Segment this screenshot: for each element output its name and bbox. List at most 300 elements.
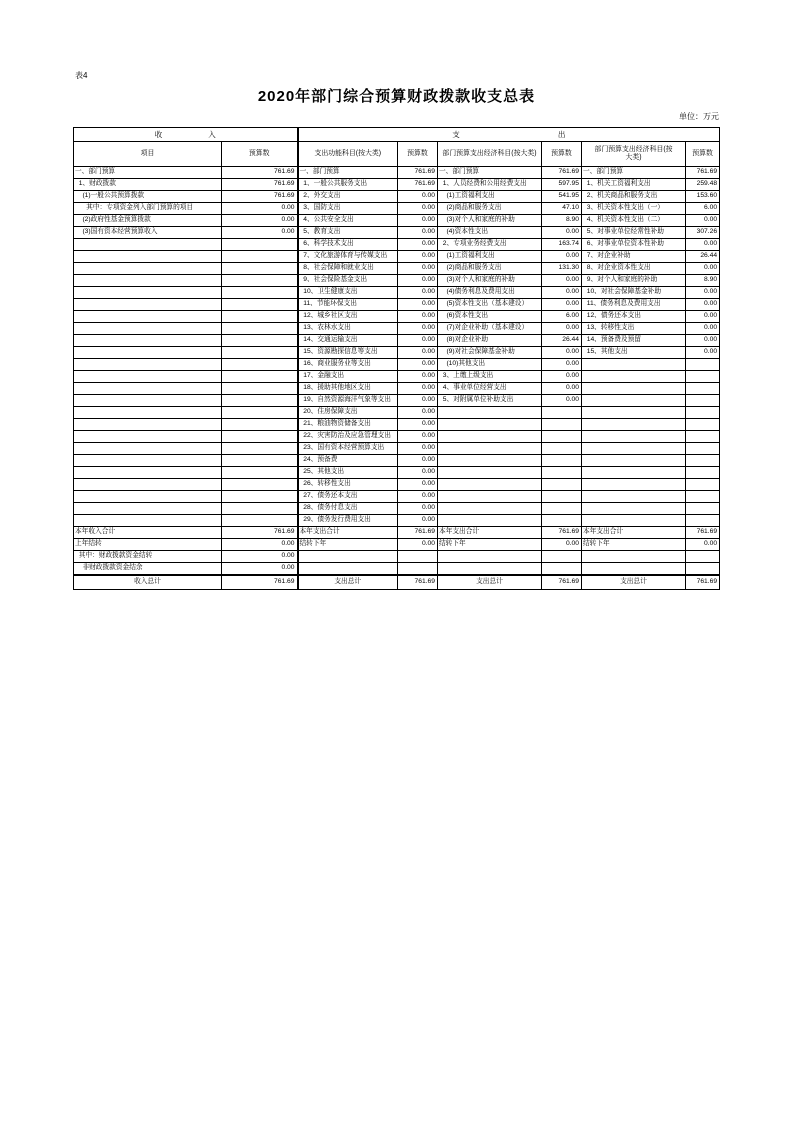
column-header: 支出功能科目(按大类) [298,142,398,167]
value-cell [398,551,438,563]
value-cell [222,335,298,347]
table-row [74,275,720,287]
label-cell [74,347,222,359]
label-cell: 1、人员经费和公用经费支出 [438,179,542,191]
value-cell: 26.44 [542,335,582,347]
value-cell [686,431,720,443]
label-cell: 4、事业单位经营支出 [438,383,542,395]
value-cell: 47.10 [542,203,582,215]
label-cell [582,431,686,443]
table-row [74,263,720,275]
value-cell: 0.00 [542,383,582,395]
table-body [74,167,720,590]
label-cell: 24、预备费 [298,455,398,467]
label-cell: 其中：财政拨款资金结转 [74,551,222,563]
value-cell [686,395,720,407]
value-cell [222,479,298,491]
value-cell: 0.00 [686,323,720,335]
label-cell [438,491,542,503]
value-cell: 0.00 [398,395,438,407]
value-cell: 761.69 [398,527,438,539]
grand-total-row [74,575,720,590]
value-cell: 0.00 [542,287,582,299]
value-cell: 0.00 [398,299,438,311]
value-cell [686,551,720,563]
value-cell: 761.69 [542,167,582,179]
label-cell: 收入总计 [74,575,222,590]
value-cell [222,287,298,299]
expenditure-section-header: 支 出 [298,128,720,142]
value-cell [542,479,582,491]
value-cell: 0.00 [398,407,438,419]
label-cell: 非财政拨款资金结余 [74,563,222,576]
value-cell: 0.00 [398,359,438,371]
value-cell [222,431,298,443]
label-cell [438,431,542,443]
table-row [74,323,720,335]
value-cell [222,299,298,311]
label-cell [582,359,686,371]
value-cell [222,347,298,359]
value-cell: 761.69 [222,167,298,179]
value-cell: 0.00 [542,275,582,287]
table-row [74,239,720,251]
label-cell: 26、转移性支出 [298,479,398,491]
label-cell: 14、交通运输支出 [298,335,398,347]
label-cell [74,407,222,419]
label-cell [582,395,686,407]
value-cell: 0.00 [686,239,720,251]
label-cell: 22、灾害防治及应急管理支出 [298,431,398,443]
label-cell: 8、社会保障和就业支出 [298,263,398,275]
table-row [74,191,720,203]
value-cell [542,551,582,563]
label-cell: 9、对个人和家庭的补助 [582,275,686,287]
value-cell: 0.00 [686,215,720,227]
label-cell [74,263,222,275]
label-cell: 支出总计 [582,575,686,590]
label-cell: (9)对社会保障基金补助 [438,347,542,359]
label-cell: (2)政府性基金预算拨款 [74,215,222,227]
label-cell: 一、部门预算 [438,167,542,179]
value-cell: 0.00 [686,335,720,347]
label-cell: 5、对事业单位经常性补助 [582,227,686,239]
label-cell: 一、部门预算 [298,167,398,179]
table-row [74,395,720,407]
column-header: 部门预算支出经济科目(按大类) [438,142,542,167]
label-cell: 9、社会保险基金支出 [298,275,398,287]
value-cell: 0.00 [542,395,582,407]
table-row [74,179,720,191]
table-row [74,287,720,299]
value-cell: 0.00 [398,227,438,239]
label-cell: 5、对附属单位补助支出 [438,395,542,407]
label-cell: (1)工资福利支出 [438,251,542,263]
label-cell [582,419,686,431]
value-cell: 761.69 [686,575,720,590]
table-row [74,227,720,239]
value-cell: 0.00 [222,539,298,551]
label-cell: (3)对个人和家庭的补助 [438,275,542,287]
label-cell [74,395,222,407]
value-cell [686,419,720,431]
column-header: 项目 [74,142,222,167]
label-cell: 19、自然资源海洋气象等支出 [298,395,398,407]
value-cell: 0.00 [686,287,720,299]
value-cell: 0.00 [222,227,298,239]
value-cell: 163.74 [542,239,582,251]
table-row [74,335,720,347]
label-cell: (4)资本性支出 [438,227,542,239]
label-cell [74,311,222,323]
label-cell [438,515,542,527]
label-cell: 结转下年 [298,539,398,551]
label-cell: 支出总计 [298,575,398,590]
label-cell: 4、公共安全支出 [298,215,398,227]
value-cell: 0.00 [398,479,438,491]
value-cell [222,275,298,287]
table-row [74,215,720,227]
label-cell [74,299,222,311]
value-cell [542,467,582,479]
value-cell: 0.00 [542,539,582,551]
value-cell [542,443,582,455]
label-cell: 16、商业服务业等支出 [298,359,398,371]
table-number: 表4 [75,71,88,80]
value-cell: 153.60 [686,191,720,203]
label-cell: 25、其他支出 [298,467,398,479]
value-cell [686,503,720,515]
value-cell: 259.48 [686,179,720,191]
value-cell: 0.00 [686,299,720,311]
table-row [74,527,720,539]
value-cell: 0.00 [222,203,298,215]
value-cell [686,359,720,371]
label-cell: 1、财政拨款 [74,179,222,191]
value-cell: 0.00 [542,347,582,359]
value-cell [222,503,298,515]
column-header-text: 部门预算支出经济科目(按大类) [594,145,673,161]
value-cell [222,455,298,467]
column-header-row [74,142,720,167]
table-row [74,167,720,179]
label-cell: 3、上缴上级支出 [438,371,542,383]
label-cell: 支出总计 [438,575,542,590]
value-cell: 0.00 [222,563,298,576]
value-cell: 597.95 [542,179,582,191]
value-cell: 761.69 [686,527,720,539]
label-cell [74,431,222,443]
value-cell [222,311,298,323]
label-cell: (7)对企业补助（基本建设） [438,323,542,335]
table-row [74,539,720,551]
value-cell: 761.69 [222,575,298,590]
label-cell: 10、卫生健康支出 [298,287,398,299]
budget-table [73,127,720,590]
table-row [74,371,720,383]
label-cell [74,479,222,491]
value-cell: 761.69 [222,179,298,191]
value-cell: 0.00 [398,335,438,347]
label-cell: (6)资本性支出 [438,311,542,323]
label-cell: 29、债务发行费用支出 [298,515,398,527]
value-cell: 761.69 [398,575,438,590]
table-row [74,203,720,215]
value-cell [542,455,582,467]
label-cell: 18、援助其他地区支出 [298,383,398,395]
label-cell: (10)其他支出 [438,359,542,371]
value-cell [686,455,720,467]
value-cell: 0.00 [398,443,438,455]
label-cell [74,515,222,527]
label-cell: 上年结转 [74,539,222,551]
value-cell: 0.00 [542,359,582,371]
label-cell: (2)商品和服务支出 [438,263,542,275]
label-cell [74,359,222,371]
value-cell: 0.00 [542,371,582,383]
table-row [74,419,720,431]
value-cell: 8.90 [542,215,582,227]
value-cell [686,443,720,455]
value-cell [222,467,298,479]
table-row [74,515,720,527]
value-cell [222,251,298,263]
label-cell: 28、债务付息支出 [298,503,398,515]
label-cell [74,491,222,503]
label-cell [438,419,542,431]
label-cell [74,383,222,395]
value-cell [542,515,582,527]
value-cell [686,467,720,479]
value-cell [686,563,720,576]
label-cell [582,467,686,479]
label-cell [582,551,686,563]
value-cell: 761.69 [542,575,582,590]
value-cell: 0.00 [398,203,438,215]
value-cell: 761.69 [398,179,438,191]
label-cell: (1)一般公共预算拨款 [74,191,222,203]
label-cell [582,443,686,455]
label-cell: 5、教育支出 [298,227,398,239]
label-cell [582,407,686,419]
table-row [74,563,720,576]
value-cell: 0.00 [398,239,438,251]
label-cell [74,503,222,515]
value-cell [222,419,298,431]
label-cell [582,479,686,491]
value-cell: 0.00 [398,323,438,335]
value-cell: 0.00 [398,431,438,443]
label-cell: 20、住房保障支出 [298,407,398,419]
label-cell: 8、对企业资本性支出 [582,263,686,275]
table-row [74,503,720,515]
table-row [74,443,720,455]
label-cell [438,407,542,419]
label-cell [298,563,398,576]
label-cell: 一、部门预算 [74,167,222,179]
value-cell [542,503,582,515]
value-cell [222,515,298,527]
value-cell [398,563,438,576]
section-header-row [74,128,720,142]
table-row [74,467,720,479]
label-cell: (3)对个人和家庭的补助 [438,215,542,227]
value-cell: 0.00 [398,419,438,431]
label-cell: 11、节能环保支出 [298,299,398,311]
value-cell: 0.00 [542,251,582,263]
value-cell: 8.90 [686,275,720,287]
label-cell [582,503,686,515]
label-cell [74,251,222,263]
label-cell: 1、一般公共服务支出 [298,179,398,191]
label-cell [438,479,542,491]
page-title: 2020年部门综合预算财政拨款收支总表 [257,88,536,105]
label-cell [582,371,686,383]
label-cell [74,323,222,335]
value-cell: 6.00 [686,203,720,215]
label-cell: 7、文化旅游体育与传媒支出 [298,251,398,263]
label-cell: 2、外交支出 [298,191,398,203]
label-cell [74,287,222,299]
value-cell [686,479,720,491]
label-cell: (1)工资福利支出 [438,191,542,203]
value-cell [222,323,298,335]
table-row [74,383,720,395]
value-cell: 541.95 [542,191,582,203]
value-cell: 0.00 [398,383,438,395]
value-cell: 0.00 [686,311,720,323]
value-cell [222,491,298,503]
label-cell [582,491,686,503]
value-cell: 0.00 [542,323,582,335]
label-cell [438,467,542,479]
value-cell: 0.00 [686,539,720,551]
value-cell: 0.00 [398,251,438,263]
label-cell [74,455,222,467]
column-header [582,142,686,167]
label-cell: 1、机关工资福利支出 [582,179,686,191]
label-cell: 15、资源勘探信息等支出 [298,347,398,359]
label-cell [438,503,542,515]
value-cell [686,383,720,395]
label-cell: 2、机关商品和服务支出 [582,191,686,203]
column-header: 预算数 [222,142,298,167]
label-cell [298,551,398,563]
value-cell [686,407,720,419]
value-cell [542,407,582,419]
value-cell [222,371,298,383]
label-cell: 12、城乡社区支出 [298,311,398,323]
label-cell [582,383,686,395]
column-header: 预算数 [542,142,582,167]
label-cell: 本年收入合计 [74,527,222,539]
value-cell: 761.69 [222,527,298,539]
value-cell [686,491,720,503]
label-cell [74,239,222,251]
label-cell [74,443,222,455]
label-cell: 27、债务还本支出 [298,491,398,503]
label-cell: (8)对企业补助 [438,335,542,347]
table-row [74,491,720,503]
label-cell: (5)资本性支出（基本建设） [438,299,542,311]
value-cell: 0.00 [398,491,438,503]
label-cell: 2、专项业务经费支出 [438,239,542,251]
income-section-header: 收 入 [74,128,298,142]
value-cell: 0.00 [398,467,438,479]
value-cell: 0.00 [398,347,438,359]
label-cell: 3、机关资本性支出（一） [582,203,686,215]
table-row [74,359,720,371]
value-cell [222,383,298,395]
label-cell: 10、对社会保障基金补助 [582,287,686,299]
label-cell: 23、国有资本经营预算支出 [298,443,398,455]
table-row [74,479,720,491]
label-cell: 结转下年 [438,539,542,551]
label-cell: 6、对事业单位资本性补助 [582,239,686,251]
table-row [74,347,720,359]
value-cell: 0.00 [686,263,720,275]
label-cell [582,455,686,467]
label-cell: (2)商品和服务支出 [438,203,542,215]
value-cell: 0.00 [542,299,582,311]
value-cell: 0.00 [222,551,298,563]
label-cell [582,515,686,527]
label-cell [74,419,222,431]
label-cell: (3)国有资本经营预算收入 [74,227,222,239]
label-cell: 12、债务还本支出 [582,311,686,323]
label-cell: 17、金融支出 [298,371,398,383]
label-cell [74,275,222,287]
label-cell: 结转下年 [582,539,686,551]
value-cell: 761.69 [542,527,582,539]
value-cell: 0.00 [398,215,438,227]
label-cell [438,455,542,467]
label-cell [438,443,542,455]
value-cell: 0.00 [398,371,438,383]
value-cell: 0.00 [686,347,720,359]
table-row [74,455,720,467]
table-header [74,128,720,167]
value-cell [686,371,720,383]
value-cell: 761.69 [398,167,438,179]
label-cell: 其中：专项资金列入部门预算的项目 [74,203,222,215]
value-cell: 0.00 [398,515,438,527]
value-cell [542,563,582,576]
table-row [74,551,720,563]
unit-label: 单位：万元 [679,112,719,121]
value-cell: 0.00 [542,227,582,239]
value-cell [542,431,582,443]
value-cell [542,491,582,503]
label-cell: 11、债务利息及费用支出 [582,299,686,311]
table-row [74,251,720,263]
label-cell [438,563,542,576]
value-cell: 0.00 [398,539,438,551]
value-cell [222,239,298,251]
label-cell: 6、科学技术支出 [298,239,398,251]
label-cell [582,563,686,576]
label-cell: 13、转移性支出 [582,323,686,335]
label-cell: 一、部门预算 [582,167,686,179]
value-cell [686,515,720,527]
label-cell [74,467,222,479]
label-cell: 21、粮油物资储备支出 [298,419,398,431]
value-cell: 0.00 [398,455,438,467]
label-cell: 本年支出合计 [582,527,686,539]
label-cell: (4)债务利息及费用支出 [438,287,542,299]
label-cell [74,335,222,347]
value-cell: 0.00 [398,311,438,323]
